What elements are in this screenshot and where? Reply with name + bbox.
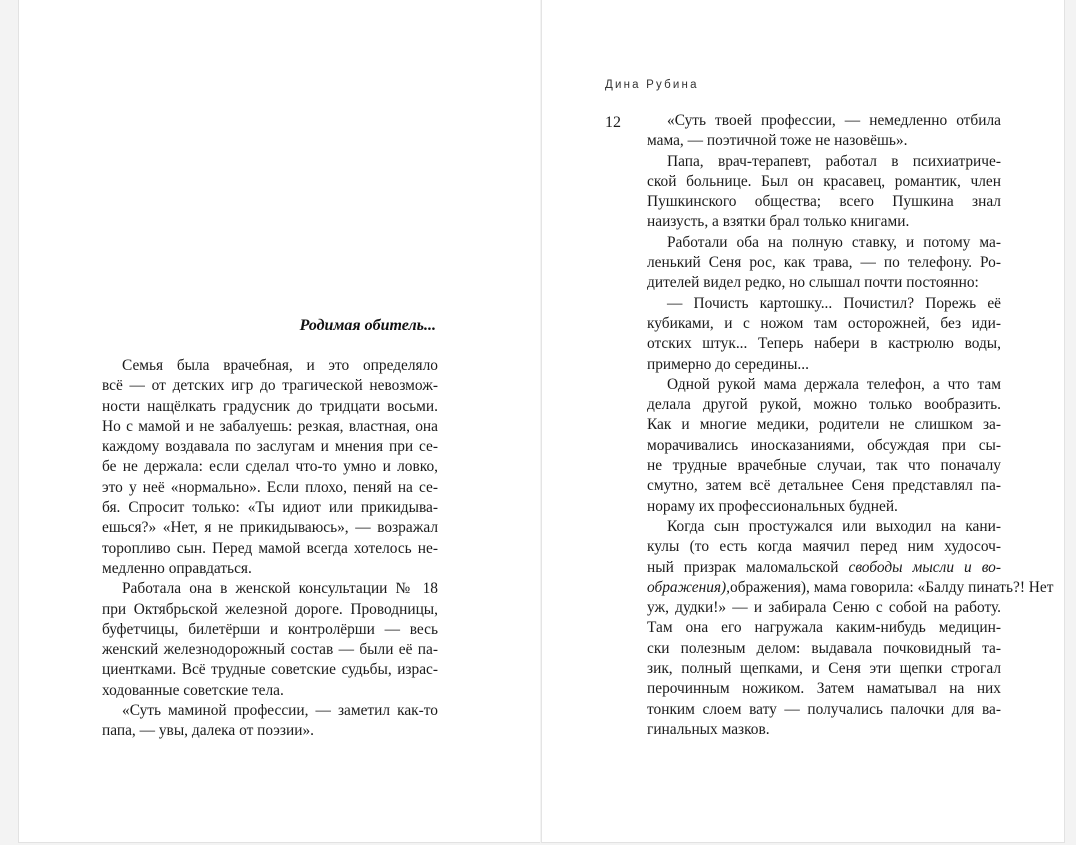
text-line: смутно, затем всё детальнее Сеня представлял па- (647, 477, 1001, 495)
text-line: делала другой рукой, можно только вообразить. (647, 396, 1001, 414)
text-line: ленький Сеня рос, как трава, — по телефону. Ро- (647, 254, 1001, 272)
text-line: кубиками, и с ножом там осторожней, без иди- (647, 314, 1001, 332)
text-line: Там она его нагружала каким-нибудь медицин- (647, 619, 1001, 637)
paragraph (102, 356, 438, 579)
chapter-title: Родимая обитель... (299, 317, 436, 334)
text-line: всё — от детских игр до трагической невозмож- (102, 377, 438, 395)
text-line: буфетчицы, билетёрши и контролёрши — весь (102, 620, 438, 638)
text-line: кулы (то есть когда маячил перед ним худосоч- (647, 538, 1001, 556)
text-line: при Октябрьской железной дороге. Проводницы, (102, 600, 438, 618)
text-line: Папа, врач-терапевт, работал в психиатриче- (667, 152, 1001, 170)
left-body-text (102, 356, 438, 742)
text-line: наизусть, а взятки брал только книгами. (647, 213, 910, 231)
text-line: гинальных мазков. (647, 720, 770, 738)
paragraph (647, 517, 1054, 740)
text-line: Как и многие медики, родители не слишком за- (647, 416, 1001, 434)
paragraph (647, 233, 1001, 294)
paragraph (647, 111, 1001, 152)
text-line: Но с мамой и не забалуешь: резкая, властная, она (102, 417, 438, 435)
text-line: уж, дудки!» — и забирала Сеню с собой на работу. (647, 599, 1001, 617)
right-body-text (647, 111, 1054, 740)
text-line: бе не держала: если сделал что-то умно и ловко, (102, 458, 438, 476)
right-page (541, 0, 1065, 843)
page-number: 12 (605, 114, 621, 131)
text-line: нораму их профессиональных будней. (647, 497, 898, 515)
text-line (647, 558, 1001, 578)
text-line: это у неё «нормально». Если плохо, пеняй на се- (102, 478, 438, 496)
text-line: ешься?» «Нет, я не прикидываюсь», — возражал (102, 519, 438, 537)
text-line: женский железнодорожный состав — были её па- (102, 641, 438, 659)
italic-fragment: ображения), (647, 578, 731, 596)
text-line: тонким слоем вату — получались палочки для ва- (647, 700, 1001, 718)
text-line: ской больнице. Был он красавец, романтик, член (647, 172, 1001, 190)
text-line: «Суть маминой профессии, — заметил как-то (122, 702, 438, 720)
text-line: — Почисть картошку... Почистил? Порежь её (667, 294, 1001, 312)
paragraph (647, 375, 1001, 517)
text-line: Работала она в женской консультации № 18 (122, 580, 438, 598)
text-line: Когда сын простужался или выходил на кани- (667, 517, 1001, 535)
paragraph (102, 701, 438, 742)
text-fragment: ображения), мама говорила: «Балду пинать?! Нет (730, 578, 1054, 596)
text-line: не трудные врачебные случаи, так что поначалу (647, 457, 1001, 475)
text-line: зик, полный щепками, и Сеня эти щепки строгал (647, 660, 1001, 678)
text-line: торопливо сын. Перед мамой всегда хотелось не- (102, 539, 438, 557)
paragraph (647, 152, 1001, 233)
text-line: отских штук... Теперь набери в кастрюлю воды, (647, 335, 1001, 353)
text-line: примерно до середины... (647, 355, 809, 373)
text-line: ности нащёлкать градусник до тридцати восьми. (102, 397, 438, 415)
text-line: ходованные советские тела. (102, 681, 284, 699)
text-line: циентками. Всё трудные советские судьбы, израс- (102, 661, 438, 679)
text-line: папа, — увы, далека от поэзии». (102, 722, 314, 740)
text-line: медленно оправдаться. (102, 559, 252, 577)
text-line: «Суть твоей профессии, — немедленно отбила (667, 112, 1001, 129)
text-line: каждому воздавала по заслугам и мнения при се- (102, 438, 438, 456)
left-page (18, 0, 540, 843)
text-line: перочинным ножиком. Затем наматывал на них (647, 680, 1001, 698)
text-fragment: ный призрак маломальской (647, 558, 849, 576)
text-line: морачивались иносказаниями, обсуждая при сы- (647, 436, 1001, 454)
text-line (647, 578, 1054, 598)
paragraph (102, 579, 438, 701)
running-header-author: Дина Рубина (605, 79, 699, 91)
text-line: дителей видел редко, но слышал почти постоянно: (647, 274, 979, 292)
text-line: бя. Спросит только: «Ты идиот или прикидыва- (102, 499, 438, 517)
text-line: Пушкинского общества; всего Пушкина знал (647, 193, 1001, 211)
text-line: мама, — поэтичной тоже не назовёшь». (647, 132, 908, 150)
text-line: Одной рукой мама держала телефон, а что там (667, 375, 1001, 393)
italic-fragment: свободы мысли и во- (848, 558, 1001, 576)
paragraph (647, 294, 1001, 375)
text-line: Семья была врачебная, и это определяло (122, 357, 438, 374)
text-line: Работали оба на полную ставку, и потому ма- (667, 233, 1001, 251)
text-line: ски полезным делом: выдавала почковидный та- (647, 639, 1001, 657)
